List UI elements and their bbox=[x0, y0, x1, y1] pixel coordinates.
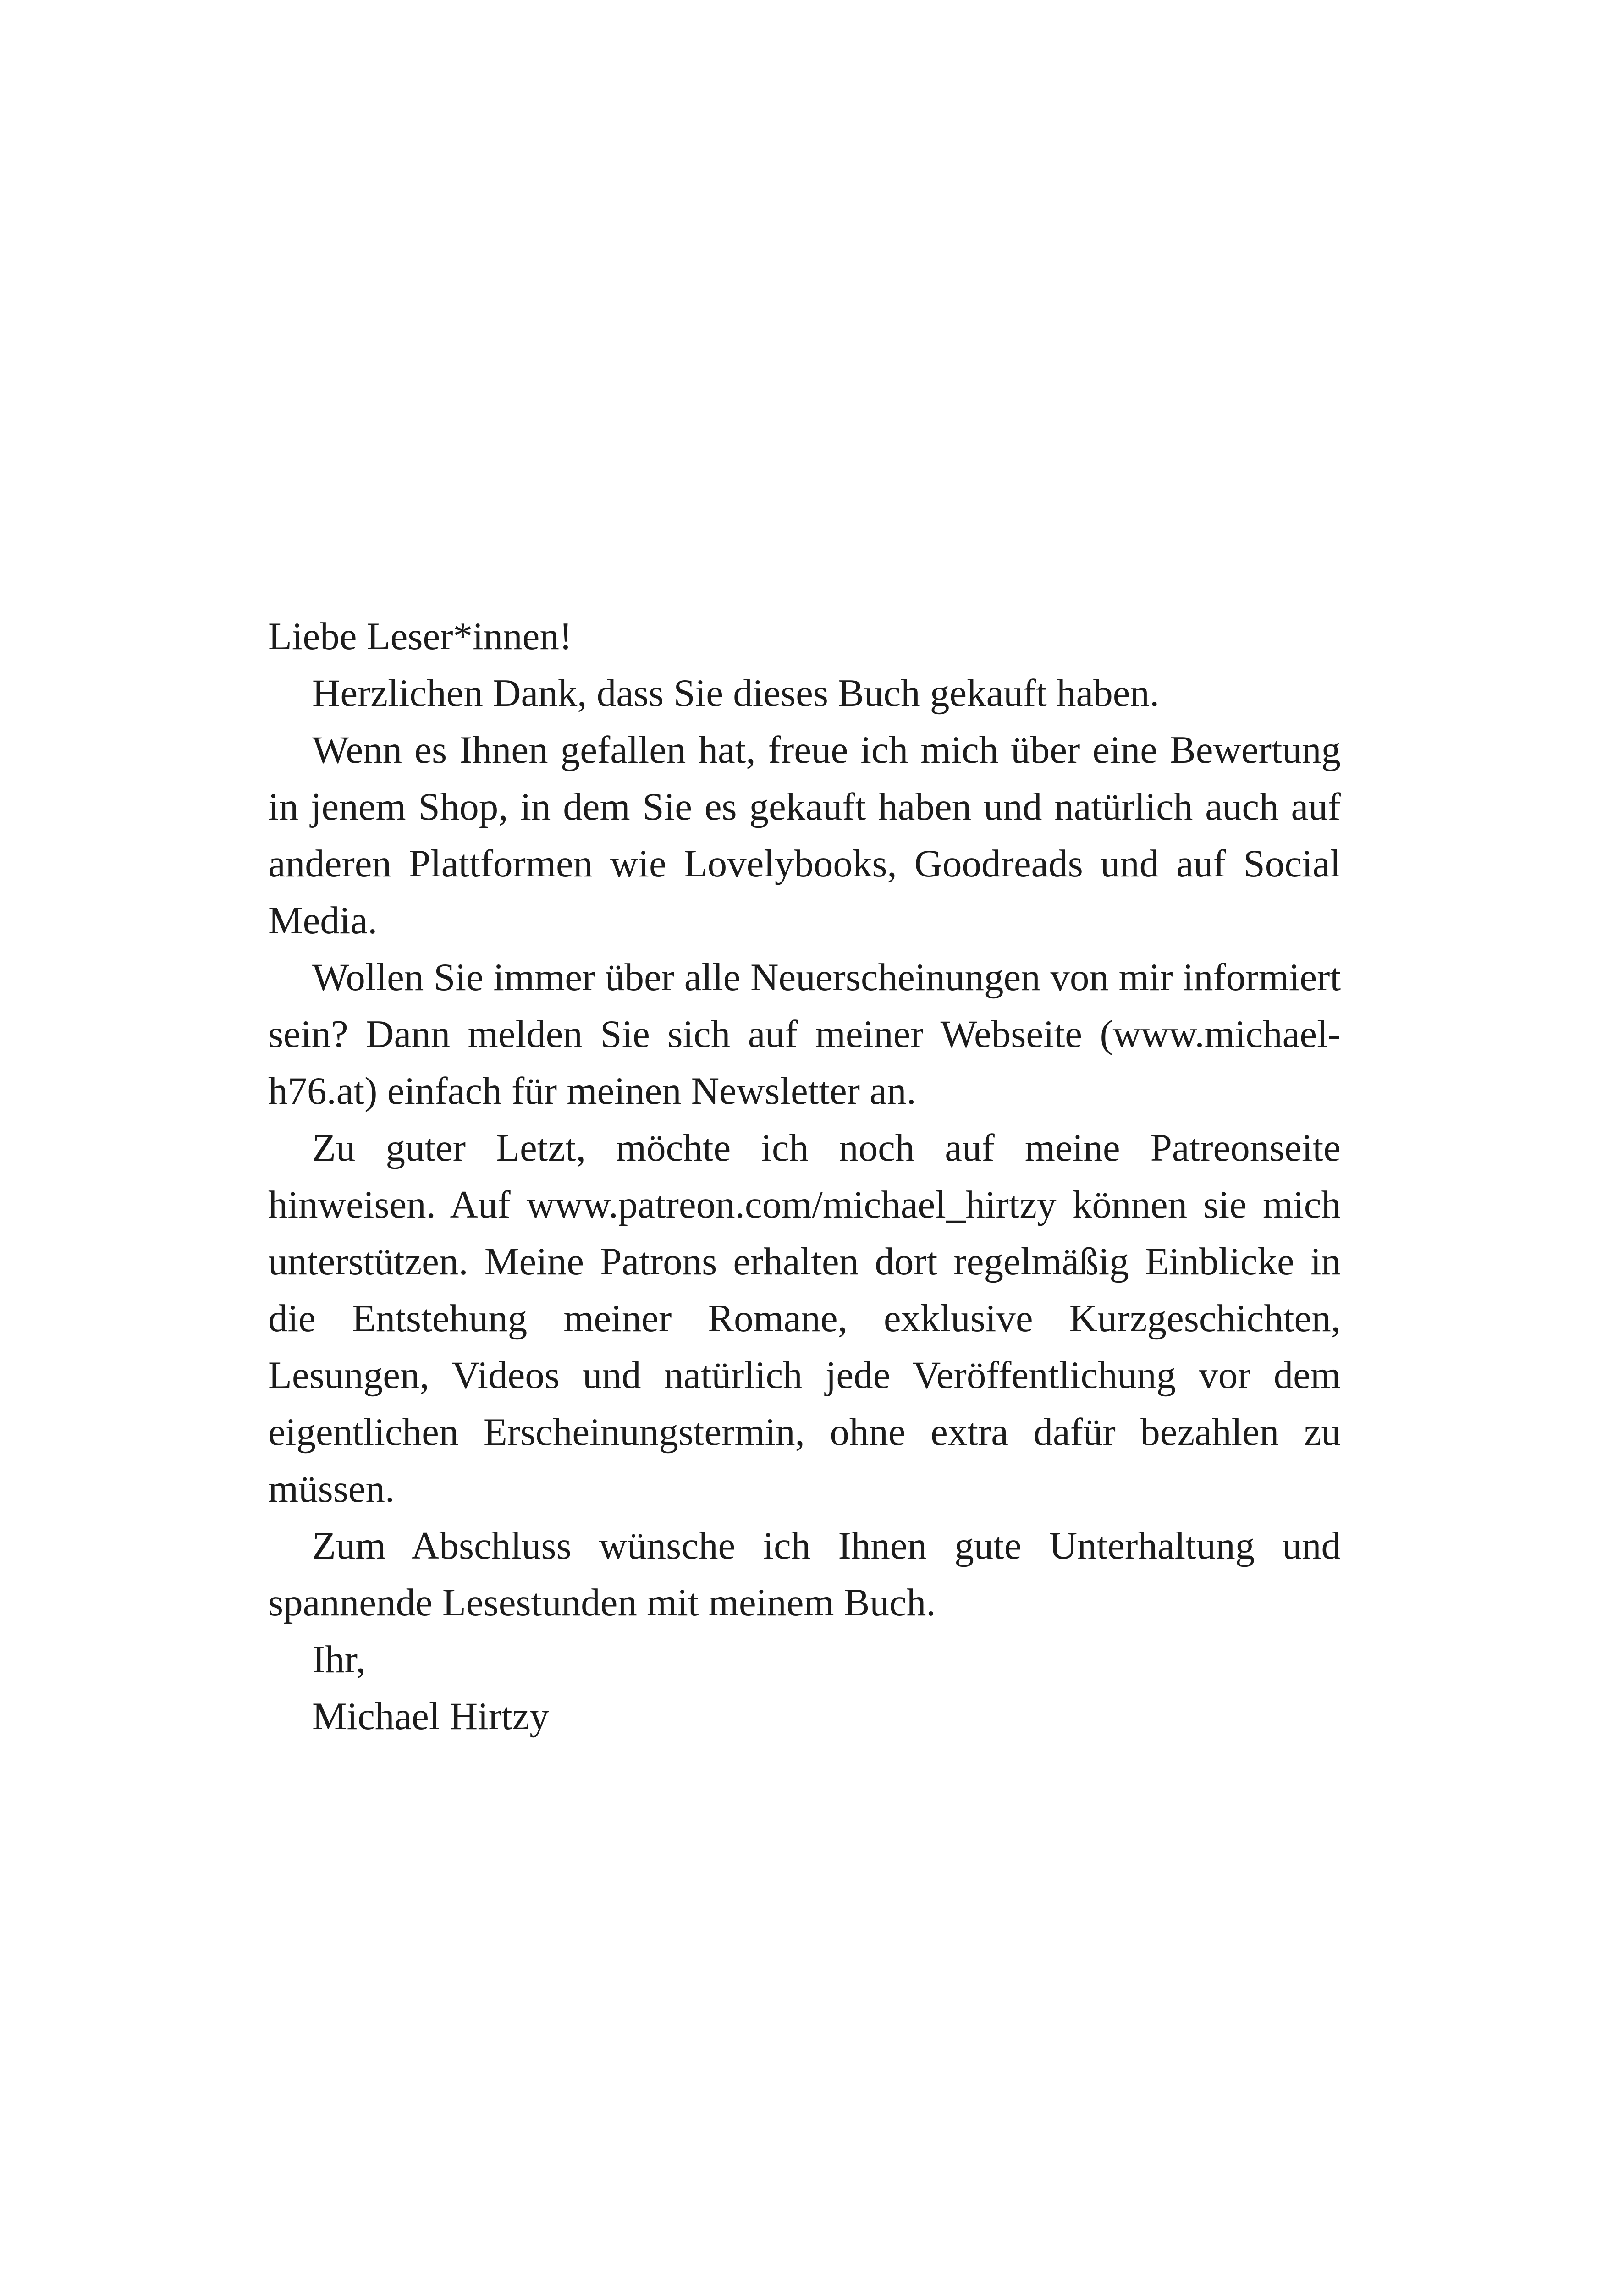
paragraph-closing-wish: Zum Abschluss wünsche ich Ihnen gute Unterhaltung und spannende Lesestunden mit meinem Buch. bbox=[268, 1524, 1341, 1624]
paragraph-patreon: Zu guter Letzt, möchte ich noch auf meine Patreonseite hinweisen. Auf www.patreon.com/michael_hirtzy können sie mich unterstützen. Meine Patrons erhalten dort regelmäßig Einblicke in die Entstehung meiner Romane, exklusive Kurzgeschichten, Lesungen, Videos und natürlich jede Veröffentlichung vor dem eigentlichen Erscheinungstermin, ohne extra dafür bezahlen zu müssen. bbox=[268, 1126, 1341, 1510]
letter-body bbox=[268, 608, 1341, 1745]
signature: Michael Hirtzy bbox=[312, 1695, 549, 1738]
closing: Ihr, bbox=[312, 1638, 366, 1681]
salutation: Liebe Leser*innen! bbox=[268, 615, 573, 658]
paragraph-newsletter: Wollen Sie immer über alle Neuerscheinungen von mir informiert sein? Dann melden Sie sich auf meiner Webseite (www.michael-h76.at) einfach für meinen Newsletter an. bbox=[268, 956, 1341, 1113]
paragraph-thanks: Herzlichen Dank, dass Sie dieses Buch gekauft haben. bbox=[312, 672, 1160, 715]
paragraph-review: Wenn es Ihnen gefallen hat, freue ich mich über eine Bewertung in jenem Shop, in dem Sie es gekauft haben und natürlich auch auf anderen Plattformen wie Lovelybooks, Goodreads und auf Social Media. bbox=[268, 728, 1341, 942]
